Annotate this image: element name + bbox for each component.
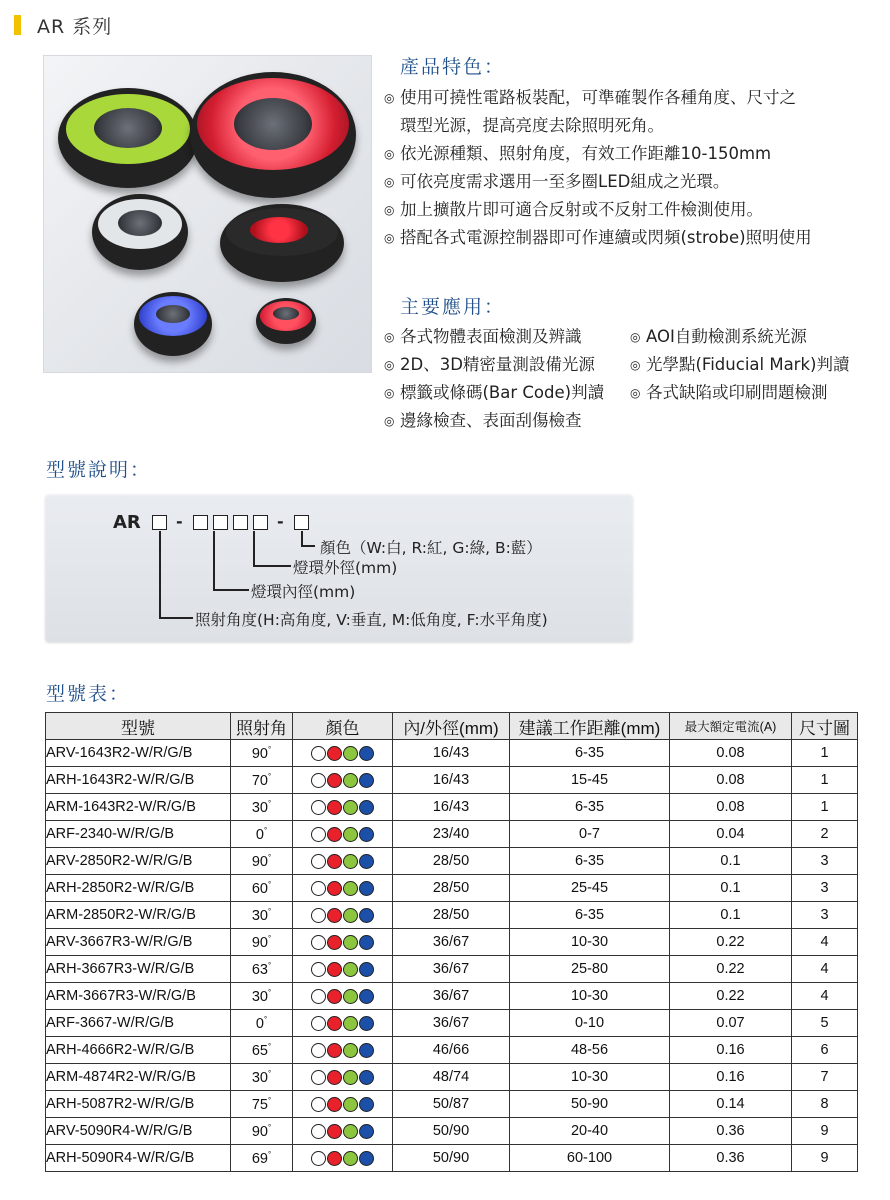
color-dot-icon — [327, 827, 342, 842]
application-item: ◎ 各式缺陷或印刷問題檢測 — [630, 379, 828, 407]
angle-cell: 65° — [231, 1037, 293, 1064]
model-cell: ARF-2340-W/R/G/B — [46, 821, 231, 848]
color-cell — [293, 983, 393, 1010]
diameter-cell: 16/43 — [393, 740, 510, 767]
diameter-cell: 36/67 — [393, 983, 510, 1010]
color-dot-icon — [311, 908, 326, 923]
color-dot-icon — [311, 1016, 326, 1031]
model-cell: ARV-3667R3-W/R/G/B — [46, 929, 231, 956]
current-cell: 0.08 — [670, 767, 792, 794]
color-dot-icon — [311, 1124, 326, 1139]
distance-cell: 0-10 — [510, 1010, 670, 1037]
color-cell — [293, 1064, 393, 1091]
current-cell: 0.1 — [670, 875, 792, 902]
current-cell: 0.36 — [670, 1118, 792, 1145]
color-cell — [293, 794, 393, 821]
diameter-cell: 16/43 — [393, 767, 510, 794]
bullet-icon: ◎ — [384, 91, 395, 105]
color-dot-icon — [343, 1070, 358, 1085]
table-row — [46, 983, 858, 1010]
color-dot-icon — [343, 1097, 358, 1112]
diameter-cell: 36/67 — [393, 929, 510, 956]
figure-cell: 6 — [792, 1037, 858, 1064]
color-dot-icon — [311, 800, 326, 815]
color-dot-icon — [327, 962, 342, 977]
model-cell: ARH-3667R3-W/R/G/B — [46, 956, 231, 983]
color-dot-icon — [343, 1016, 358, 1031]
color-dot-icon — [327, 1016, 342, 1031]
model-cell: ARF-3667-W/R/G/B — [46, 1010, 231, 1037]
color-dot-icon — [327, 908, 342, 923]
current-cell: 0.14 — [670, 1091, 792, 1118]
color-dot-icon — [327, 1151, 342, 1166]
distance-cell: 10-30 — [510, 983, 670, 1010]
table-header-row — [46, 713, 858, 740]
header-model: 型號 — [46, 713, 231, 740]
color-dot-icon — [359, 827, 374, 842]
color-cell — [293, 848, 393, 875]
model-spec-diagram — [45, 494, 633, 642]
outer-box-2 — [253, 515, 268, 530]
diameter-cell: 48/74 — [393, 1064, 510, 1091]
section-header — [14, 12, 112, 38]
application-item: ◎ AOI自動檢測系統光源 — [630, 323, 807, 351]
color-cell — [293, 1145, 393, 1172]
figure-cell: 3 — [792, 848, 858, 875]
color-dot-icon — [327, 1070, 342, 1085]
angle-cell: 90° — [231, 740, 293, 767]
table-row — [46, 902, 858, 929]
bullet-icon: ◎ — [384, 358, 395, 372]
color-cell — [293, 929, 393, 956]
angle-cell: 90° — [231, 1118, 293, 1145]
current-cell: 0.04 — [670, 821, 792, 848]
color-dot-icon — [311, 1097, 326, 1112]
application-item: ◎ 邊緣檢查、表面刮傷檢查 — [384, 407, 582, 435]
color-cell — [293, 1010, 393, 1037]
model-cell: ARH-1643R2-W/R/G/B — [46, 767, 231, 794]
figure-cell: 4 — [792, 956, 858, 983]
color-dot-icon — [343, 881, 358, 896]
distance-cell: 6-35 — [510, 794, 670, 821]
figure-cell: 9 — [792, 1145, 858, 1172]
inner-box-2 — [213, 515, 228, 530]
color-dot-icon — [311, 881, 326, 896]
color-dot-icon — [343, 908, 358, 923]
color-dot-icon — [311, 989, 326, 1004]
bullet-icon: ◎ — [384, 147, 395, 161]
model-prefix: AR — [113, 512, 141, 533]
distance-cell: 10-30 — [510, 1064, 670, 1091]
color-dot-icon — [327, 800, 342, 815]
color-dot-icon — [359, 1016, 374, 1031]
table-row — [46, 1010, 858, 1037]
model-cell: ARV-5090R4-W/R/G/B — [46, 1118, 231, 1145]
bullet-icon: ◎ — [384, 203, 395, 217]
color-dot-icon — [343, 800, 358, 815]
current-cell: 0.1 — [670, 902, 792, 929]
distance-cell: 25-45 — [510, 875, 670, 902]
model-cell: ARM-3667R3-W/R/G/B — [46, 983, 231, 1010]
blue-ring — [134, 292, 212, 356]
diameter-cell: 28/50 — [393, 902, 510, 929]
color-dot-icon — [327, 935, 342, 950]
table-row — [46, 821, 858, 848]
distance-cell: 50-90 — [510, 1091, 670, 1118]
color-cell — [293, 767, 393, 794]
current-cell: 0.16 — [670, 1037, 792, 1064]
angle-cell: 90° — [231, 848, 293, 875]
table-row — [46, 767, 858, 794]
color-dot-icon — [359, 1097, 374, 1112]
distance-cell: 10-30 — [510, 929, 670, 956]
color-dot-icon — [343, 773, 358, 788]
figure-cell: 2 — [792, 821, 858, 848]
angle-box — [152, 515, 167, 530]
color-dot-icon — [311, 1151, 326, 1166]
red-ring-large — [190, 72, 356, 198]
feature-item: ◎ 搭配各式電源控制器即可作連續或閃頻(strobe)照明使用 — [384, 224, 874, 252]
white-ring — [92, 194, 188, 270]
table-row — [46, 875, 858, 902]
angle-cell: 60° — [231, 875, 293, 902]
model-spec-title: 型號說明： — [46, 459, 152, 481]
bullet-icon: ◎ — [384, 330, 395, 344]
bullet-icon: ◎ — [630, 386, 641, 400]
figure-cell: 1 — [792, 767, 858, 794]
diameter-cell: 50/90 — [393, 1145, 510, 1172]
table-row — [46, 740, 858, 767]
color-dot-icon — [343, 989, 358, 1004]
figure-cell: 4 — [792, 929, 858, 956]
figure-cell: 8 — [792, 1091, 858, 1118]
color-dot-icon — [343, 1043, 358, 1058]
angle-cell: 63° — [231, 956, 293, 983]
distance-cell: 60-100 — [510, 1145, 670, 1172]
color-dot-icon — [359, 1043, 374, 1058]
color-dot-icon — [327, 854, 342, 869]
color-label: 顏色（W:白, R:紅, G:綠, B:藍） — [320, 539, 542, 557]
color-dot-icon — [311, 1043, 326, 1058]
current-cell: 0.1 — [670, 848, 792, 875]
distance-cell: 0-7 — [510, 821, 670, 848]
color-dot-icon — [359, 935, 374, 950]
angle-cell: 75° — [231, 1091, 293, 1118]
color-dot-icon — [311, 746, 326, 761]
model-cell: ARV-1643R2-W/R/G/B — [46, 740, 231, 767]
figure-cell: 1 — [792, 740, 858, 767]
features-list — [384, 84, 874, 252]
distance-cell: 25-80 — [510, 956, 670, 983]
separator: - — [277, 512, 284, 531]
figure-cell: 1 — [792, 794, 858, 821]
application-item: ◎ 各式物體表面檢測及辨識 — [384, 323, 582, 351]
color-dot-icon — [359, 773, 374, 788]
figure-cell: 9 — [792, 1118, 858, 1145]
table-row — [46, 1037, 858, 1064]
color-dot-icon — [327, 1124, 342, 1139]
current-cell: 0.08 — [670, 794, 792, 821]
diameter-cell: 28/50 — [393, 848, 510, 875]
header-accent-bar — [14, 15, 21, 35]
table-row — [46, 848, 858, 875]
color-dot-icon — [359, 800, 374, 815]
red-ring-medium — [220, 204, 344, 282]
separator: - — [176, 512, 183, 531]
color-dot-icon — [359, 1124, 374, 1139]
diameter-cell: 28/50 — [393, 875, 510, 902]
color-dot-icon — [327, 746, 342, 761]
model-cell: ARH-5087R2-W/R/G/B — [46, 1091, 231, 1118]
feature-item: ◎ 可依亮度需求選用一至多圈LED組成之光環。 — [384, 168, 874, 196]
angle-label: 照射角度(H:高角度, V:垂直, M:低角度, F:水平角度) — [195, 611, 548, 629]
color-dot-icon — [359, 908, 374, 923]
diameter-cell: 23/40 — [393, 821, 510, 848]
green-ring — [58, 88, 198, 188]
color-dot-icon — [359, 881, 374, 896]
color-dot-icon — [359, 854, 374, 869]
color-dot-icon — [311, 1070, 326, 1085]
model-cell: ARM-2850R2-W/R/G/B — [46, 902, 231, 929]
color-dot-icon — [343, 1151, 358, 1166]
diameter-cell: 36/67 — [393, 956, 510, 983]
color-cell — [293, 740, 393, 767]
model-table-title: 型號表： — [46, 683, 131, 705]
current-cell: 0.22 — [670, 983, 792, 1010]
header-distance: 建議工作距離(mm) — [510, 713, 670, 740]
angle-cell: 30° — [231, 794, 293, 821]
angle-cell: 0° — [231, 1010, 293, 1037]
angle-cell: 69° — [231, 1145, 293, 1172]
header-color: 顏色 — [293, 713, 393, 740]
model-cell: ARH-5090R4-W/R/G/B — [46, 1145, 231, 1172]
color-dot-icon — [359, 746, 374, 761]
bullet-icon: ◎ — [384, 414, 395, 428]
color-dot-icon — [311, 854, 326, 869]
color-dot-icon — [311, 827, 326, 842]
header-angle: 照射角 — [231, 713, 293, 740]
current-cell: 0.22 — [670, 929, 792, 956]
angle-cell: 90° — [231, 929, 293, 956]
angle-cell: 70° — [231, 767, 293, 794]
color-dot-icon — [359, 1151, 374, 1166]
figure-cell: 5 — [792, 1010, 858, 1037]
figure-cell: 7 — [792, 1064, 858, 1091]
color-dot-icon — [327, 1097, 342, 1112]
table-row — [46, 794, 858, 821]
table-row — [46, 1118, 858, 1145]
angle-cell: 30° — [231, 902, 293, 929]
color-dot-icon — [343, 827, 358, 842]
color-dot-icon — [327, 1043, 342, 1058]
application-item: ◎ 光學點(Fiducial Mark)判讀 — [630, 351, 849, 379]
color-dot-icon — [343, 962, 358, 977]
color-cell — [293, 956, 393, 983]
distance-cell: 6-35 — [510, 740, 670, 767]
distance-cell: 48-56 — [510, 1037, 670, 1064]
distance-cell: 6-35 — [510, 848, 670, 875]
diameter-cell: 50/87 — [393, 1091, 510, 1118]
distance-cell: 15-45 — [510, 767, 670, 794]
color-cell — [293, 821, 393, 848]
table-row — [46, 1145, 858, 1172]
current-cell: 0.16 — [670, 1064, 792, 1091]
features-title: 產品特色： — [400, 56, 506, 78]
color-cell — [293, 1037, 393, 1064]
current-cell: 0.07 — [670, 1010, 792, 1037]
model-cell: ARH-4666R2-W/R/G/B — [46, 1037, 231, 1064]
applications-title: 主要應用： — [400, 296, 506, 318]
bullet-icon: ◎ — [630, 330, 641, 344]
color-cell — [293, 902, 393, 929]
table-row — [46, 956, 858, 983]
model-cell: ARV-2850R2-W/R/G/B — [46, 848, 231, 875]
color-dot-icon — [343, 854, 358, 869]
color-dot-icon — [311, 962, 326, 977]
color-dot-icon — [327, 881, 342, 896]
diameter-cell: 16/43 — [393, 794, 510, 821]
outer-diameter-label: 燈環外徑(mm) — [293, 559, 398, 577]
model-cell: ARM-1643R2-W/R/G/B — [46, 794, 231, 821]
distance-cell: 20-40 — [510, 1118, 670, 1145]
header-current: 最大額定電流(A) — [670, 713, 792, 740]
color-dot-icon — [343, 746, 358, 761]
figure-cell: 4 — [792, 983, 858, 1010]
red-ring-small — [256, 298, 316, 344]
color-box — [294, 515, 309, 530]
color-cell — [293, 875, 393, 902]
bullet-icon: ◎ — [630, 358, 641, 372]
angle-cell: 30° — [231, 1064, 293, 1091]
inner-diameter-label: 燈環內徑(mm) — [251, 583, 356, 601]
header-diameter: 內/外徑(mm) — [393, 713, 510, 740]
color-cell — [293, 1091, 393, 1118]
current-cell: 0.22 — [670, 956, 792, 983]
color-dot-icon — [311, 773, 326, 788]
feature-item: ◎ 依光源種類、照射角度，有效工作距離10-150mm — [384, 140, 874, 168]
application-item: ◎ 標籤或條碼(Bar Code)判讀 — [384, 379, 604, 407]
outer-box-1 — [233, 515, 248, 530]
color-dot-icon — [359, 989, 374, 1004]
table-row — [46, 929, 858, 956]
product-photo — [43, 55, 372, 373]
color-dot-icon — [359, 1070, 374, 1085]
angle-cell: 30° — [231, 983, 293, 1010]
applications-list — [384, 323, 884, 435]
distance-cell: 6-35 — [510, 902, 670, 929]
color-dot-icon — [327, 773, 342, 788]
angle-cell: 0° — [231, 821, 293, 848]
feature-item: ◎ 加上擴散片即可適合反射或不反射工件檢測使用。 — [384, 196, 874, 224]
model-cell: ARM-4874R2-W/R/G/B — [46, 1064, 231, 1091]
header-figure: 尺寸圖 — [792, 713, 858, 740]
bullet-icon: ◎ — [384, 175, 395, 189]
model-table — [45, 712, 858, 1172]
table-row — [46, 1091, 858, 1118]
bullet-icon: ◎ — [384, 231, 395, 245]
bullet-icon: ◎ — [384, 386, 395, 400]
inner-box-1 — [193, 515, 208, 530]
model-cell: ARH-2850R2-W/R/G/B — [46, 875, 231, 902]
feature-item: ◎ 使用可撓性電路板裝配，可準確製作各種角度、尺寸之 環型光源，提高亮度去除照明死角。 — [384, 84, 874, 140]
diameter-cell: 46/66 — [393, 1037, 510, 1064]
diameter-cell: 36/67 — [393, 1010, 510, 1037]
color-dot-icon — [359, 962, 374, 977]
diameter-cell: 50/90 — [393, 1118, 510, 1145]
page-title: AR 系列 — [37, 15, 113, 38]
application-item: ◎ 2D、3D精密量測設備光源 — [384, 351, 595, 379]
current-cell: 0.08 — [670, 740, 792, 767]
color-dot-icon — [327, 989, 342, 1004]
current-cell: 0.36 — [670, 1145, 792, 1172]
color-cell — [293, 1118, 393, 1145]
color-dot-icon — [343, 935, 358, 950]
table-row — [46, 1064, 858, 1091]
color-dot-icon — [343, 1124, 358, 1139]
color-dot-icon — [311, 935, 326, 950]
figure-cell: 3 — [792, 875, 858, 902]
figure-cell: 3 — [792, 902, 858, 929]
